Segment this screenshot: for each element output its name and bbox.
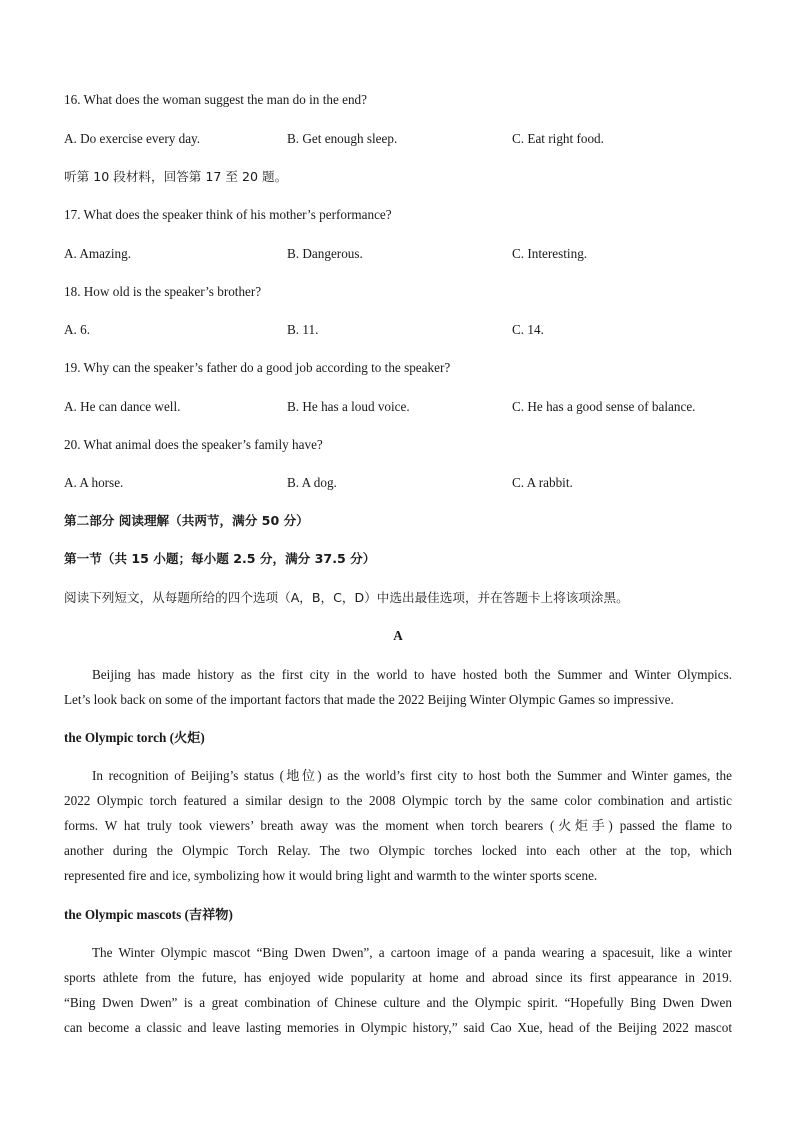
option-b: B. 11. (287, 322, 319, 337)
question-16-stem: 16. What does the woman suggest the man do in the end? (64, 92, 368, 107)
paragraph-line: another during the Olympic Torch Relay. The two Olympic torches locked into each other at the top, which (64, 843, 732, 858)
option-c: C. Interesting. (512, 246, 588, 261)
paragraph-line: In recognition of Beijing’s status (地位) as the world’s first city to host both the Summer and Winter games, the (92, 768, 732, 783)
listening-instruction: 听第 10 段材料，回答第 17 至 20 题。 (64, 169, 288, 184)
option-c: C. Eat right food. (512, 131, 604, 146)
paragraph-line: forms. W hat truly took viewers’ breath away was the moment when torch bearers (火炬手) passed the flame to (64, 818, 732, 833)
option-a: A. He can dance well. (64, 399, 181, 414)
question-18-stem: 18. How old is the speaker’s brother? (64, 284, 262, 299)
question-20-stem: 20. What animal does the speaker’s family have? (64, 437, 323, 452)
torch-paragraph (64, 763, 732, 888)
intro-paragraph (64, 662, 732, 712)
mascot-heading: the Olympic mascots (吉祥物) (64, 907, 233, 922)
paragraph-line: can become a classic and leave lasting memories in Olympic history,” said Cao Xue, head of the Beijing 2022 mascot (64, 1020, 732, 1035)
option-b: B. He has a loud voice. (287, 399, 410, 414)
part-2-title: 第二部分 阅读理解（共两节，满分 50 分） (64, 513, 309, 528)
option-a: A. Do exercise every day. (64, 131, 201, 146)
paragraph-line: “Bing Dwen Dwen” is a great combination of Chinese culture and the Olympic spirit. “Hopefully Bing Dwen Dwen (64, 995, 732, 1010)
torch-heading: the Olympic torch (火炬) (64, 730, 205, 745)
option-c: C. 14. (512, 322, 544, 337)
option-c: C. A rabbit. (512, 475, 573, 490)
paragraph-line: The Winter Olympic mascot “Bing Dwen Dwen”, a cartoon image of a panda wearing a spacesuit, like a winter (92, 945, 732, 960)
option-a: A. Amazing. (64, 246, 132, 261)
paragraph-line: represented fire and ice, symbolizing how it would bring light and warmth to the winter sports scene. (64, 868, 598, 883)
passage-label: A (393, 628, 403, 643)
option-b: B. A dog. (287, 475, 337, 490)
question-19-stem: 19. Why can the speaker’s father do a good job according to the speaker? (64, 360, 451, 375)
paragraph-line: Beijing has made history as the first city in the world to have hosted both the Summer and Winter Olympics. (92, 667, 732, 682)
option-b: B. Dangerous. (287, 246, 363, 261)
paragraph-line: Let’s look back on some of the important factors that made the 2022 Beijing Winter Olympic Games so impressive. (64, 692, 674, 707)
option-a: A. A horse. (64, 475, 124, 490)
option-a: A. 6. (64, 322, 91, 337)
section-1-title: 第一节（共 15 小题；每小题 2.5 分，满分 37.5 分） (64, 551, 376, 566)
option-c: C. He has a good sense of balance. (512, 399, 696, 414)
paragraph-line: sports athlete from the future, has enjoyed wide popularity at home and abroad since its first appearance in 2019. (64, 970, 732, 985)
option-b: B. Get enough sleep. (287, 131, 398, 146)
reading-instruction: 阅读下列短文，从每题所给的四个选项（A，B，C，D）中选出最佳选项，并在答题卡上将该项涂黑。 (64, 590, 629, 605)
mascot-paragraph (64, 940, 732, 1040)
paragraph-line: 2022 Olympic torch featured a similar design to the 2008 Olympic torch by the same color combination and artistic (64, 793, 732, 808)
question-17-stem: 17. What does the speaker think of his mother’s performance? (64, 207, 392, 222)
